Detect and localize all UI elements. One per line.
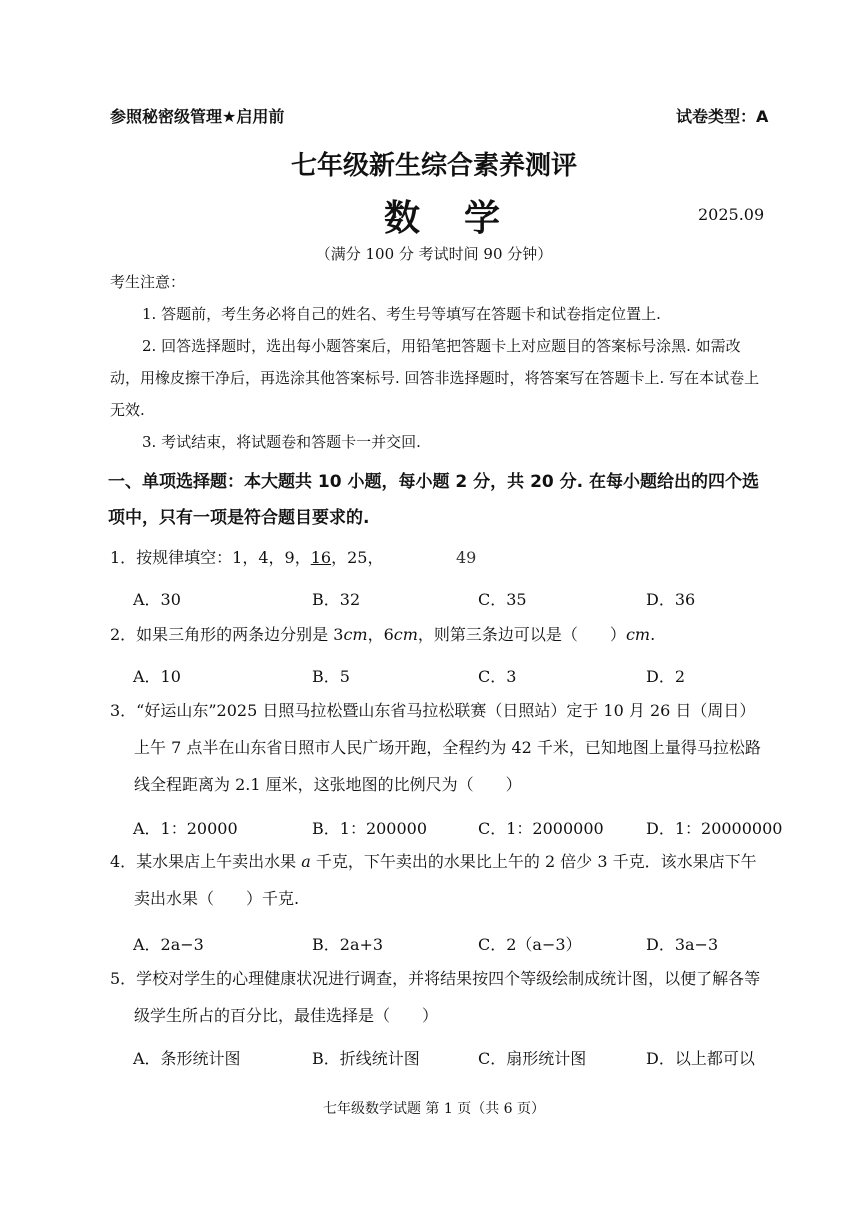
q1-option-a: A．30 xyxy=(133,590,181,609)
notice-item-3: 3. 考试结束，将试题卷和答题卡一并交回. xyxy=(142,433,421,451)
exam-subtitle: （满分 100 分 考试时间 90 分钟） xyxy=(315,245,553,263)
paper-type-label: 试卷类型：A xyxy=(676,107,769,126)
q2-option-d: D．2 xyxy=(646,667,686,686)
q5-option-d: D．以上都可以 xyxy=(646,1049,755,1068)
q2-option-b: B．5 xyxy=(312,667,350,686)
q4-option-a: A．2a−3 xyxy=(133,935,204,954)
underlined-answer: 16 xyxy=(310,548,332,567)
notice-item-1: 1. 答题前，考生务必将自己的姓名、考生号等填写在答题卡和试卷指定位置上. xyxy=(142,305,661,323)
q3-option-c: C．1：2000000 xyxy=(478,819,604,838)
question-1-stem: 1．按规律填空：1，4，9，16，25， xyxy=(110,548,384,567)
confidentiality-label: 参照秘密级管理★启用前 xyxy=(110,107,285,126)
exam-title: 七年级新生综合素养测评 xyxy=(290,151,577,181)
question-4-stem: 4．某水果店上午卖出水果 a 千克，下午卖出的水果比上午的 2 倍少 3 千克．该水果店下午卖出水果（ ）千克. xyxy=(110,852,757,908)
exam-date: 2025.09 xyxy=(698,205,765,224)
page-footer: 七年级数学试题 第 1 页（共 6 页） xyxy=(322,1101,546,1117)
q1-option-c: C．35 xyxy=(478,590,527,609)
q5-option-c: C．扇形统计图 xyxy=(478,1049,587,1068)
handwritten-answer: 49 xyxy=(456,548,477,567)
q1-option-b: B．32 xyxy=(312,590,361,609)
q4-option-b: B．2a+3 xyxy=(312,935,384,954)
notice-heading: 考生注意： xyxy=(110,273,186,291)
q3-option-a: A．1：20000 xyxy=(133,819,238,838)
q2-option-a: A．10 xyxy=(133,667,181,686)
q5-option-a: A．条形统计图 xyxy=(133,1049,241,1068)
q5-option-b: B．折线统计图 xyxy=(312,1049,420,1068)
question-2-stem: 2．如果三角形的两条边分别是 3cm，6cm，则第三条边可以是（ ）cm. xyxy=(110,625,656,644)
section-heading: 一、单项选择题：本大题共 10 小题，每小题 2 分，共 20 分. 在每小题给出的四个选项中，只有一项是符合题目要求的. xyxy=(108,472,760,528)
q2-option-c: C．3 xyxy=(478,667,517,686)
notice-item-2: 2. 回答选择题时，选出每小题答案后，用铅笔把答题卡上对应题目的答案标号涂黑. 如需改动，用橡皮擦干净后，再选涂其他答案标号. 回答非选择题时，将答案写在答题卡上. 写在本试卷上无效. xyxy=(110,337,760,419)
q4-option-d: D．3a−3 xyxy=(646,935,719,954)
subject-title: 数学 xyxy=(384,198,545,239)
q4-option-c: C．2（a−3） xyxy=(478,935,582,954)
question-5-stem: 5．学校对学生的心理健康状况进行调查，并将结果按四个等级绘制成统计图，以便了解各等级学生所占的百分比，最佳选择是（ ） xyxy=(110,969,761,1025)
q3-option-b: B．1：200000 xyxy=(312,819,428,838)
question-3-stem: 3．“好运山东”2025 日照马拉松暨山东省马拉松联赛（日照站）定于 10 月 26 日（周日）上午 7 点半在山东省日照市人民广场开跑，全程约为 42 千米，已知地图上量得马拉松路线全程距离为 2.1 厘米，这张地图的比例尺为（ ） xyxy=(110,701,761,794)
q1-option-d: D．36 xyxy=(646,590,696,609)
q3-option-d: D．1：20000000 xyxy=(646,819,783,838)
